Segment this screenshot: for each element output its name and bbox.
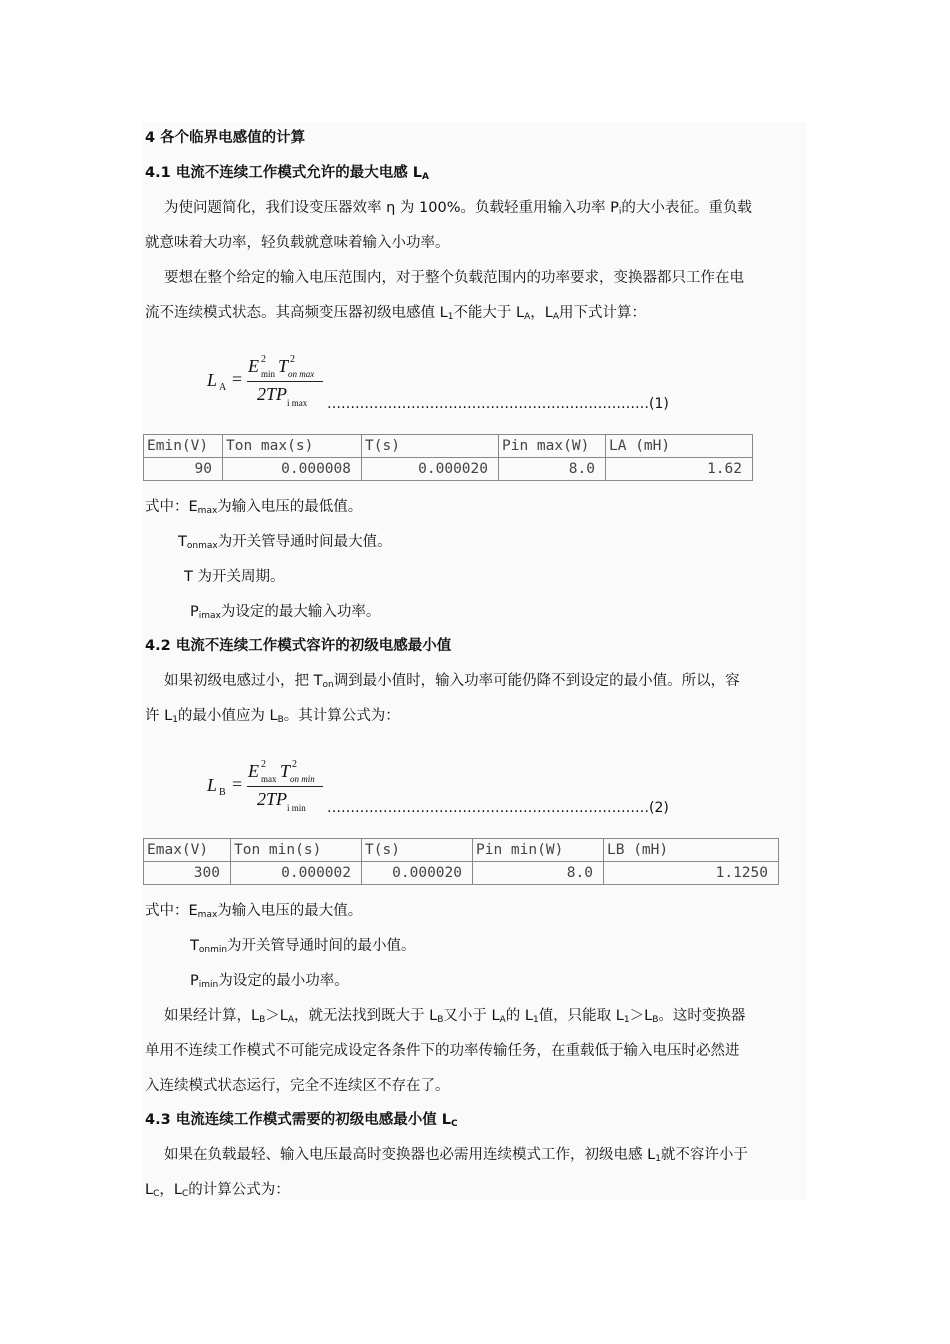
heading-4-1: 4.1 电流不连续工作模式允许的最大电感 $L_A$ [145,165,429,182]
paragraph-4-1-line3: 要想在整个给定的输入电压范围内，对于整个负载范围内的功率要求，变换器都只工作在电 [164,270,744,286]
table-header-row [144,435,753,458]
table-header-cell: T(s) [362,839,473,862]
table-cell: 0.000002 [231,862,362,885]
table-row [144,862,779,885]
table-header-cell: Ton min(s) [231,839,362,862]
table-cell: 1.1250 [604,862,779,885]
where-emax-line-2: 式中：$E_{max}$为输入电压的最大值。 [145,903,363,920]
where-pimax-line: $P_{imax}$为设定的最大输入功率。 [190,604,381,621]
conclusion-line3: 入连续模式状态运行，完全不连续区不存在了。 [145,1078,450,1094]
paragraph-4-3-line2: $L_C$，$L_C$的计算公式为： [145,1182,290,1199]
table-header-cell: T(s) [362,435,499,458]
formula-la: L A = E 2 min T 2 on max 2TP i max [205,352,335,412]
table-lb [143,838,779,885]
table-header-cell: LB (mH) [604,839,779,862]
section-title: 4 各个临界电感值的计算 [145,130,306,146]
table-header-row [144,839,779,862]
table-la [143,434,753,481]
table-header-cell: LA (mH) [606,435,753,458]
conclusion-line1: 如果经计算，$L_B>L_A$，就无法找到既大于 $L_B$又小于 $L_A$的 $L_1$值，只能取 $L_1>L_B$。这时变换器 [164,1008,746,1025]
table-cell: 1.62 [606,458,753,481]
table-cell: 0.000008 [223,458,362,481]
equation-number-1: ……………………………………………………………(1) [327,396,669,412]
table-header-cell: Emax(V) [144,839,231,862]
where-ton-line: $T_{onmax}$为开关管导通时间最大值。 [178,534,392,551]
table-row [144,458,753,481]
table-cell: 8.0 [499,458,606,481]
formula-lb: L B = E 2 max T 2 on min 2TP i min [205,757,335,817]
paragraph-4-2-line2: 许 $L_1$的最小值应为 $L_B$。其计算公式为： [145,708,400,725]
where-pimin-line: $P_{imin}$为设定的最小功率。 [190,973,349,990]
paragraph-4-1-line1: 为使问题简化，我们设变压器效率 η 为 100%。负载轻重用输入功率 $P_i$的大小表征。重负载 [164,200,752,217]
paragraph-4-2-line1: 如果初级电感过小，把 $T_{on}$调到最小值时，输入功率可能仍降不到设定的最小值。所以，容 [164,673,740,690]
table-cell: 0.000020 [362,862,473,885]
equation-number-2: ……………………………………………………………(2) [327,800,669,816]
heading-4-2: 4.2 电流不连续工作模式容许的初级电感最小值 [145,638,452,654]
table-header-cell: Ton max(s) [223,435,362,458]
where-tonmin-line: $T_{onmin}$为开关管导通时间的最小值。 [190,938,416,955]
table-cell: 0.000020 [362,458,499,481]
paragraph-4-1-line4: 流不连续模式状态。其高频变压器初级电感值 $L_1$不能大于 $L_A$，$L_A$用下式计算： [145,305,647,322]
table-header-cell: Pin max(W) [499,435,606,458]
paragraph-4-3-line1: 如果在负载最轻、输入电压最高时变换器也必需用连续模式工作，初级电感 $L_1$就不容许小于 [164,1147,748,1164]
table-cell: 300 [144,862,231,885]
table-header-cell: Emin(V) [144,435,223,458]
paragraph-4-1-line2: 就意味着大功率，轻负载就意味着输入小功率。 [145,235,450,251]
where-period-line: T 为开关周期。 [184,569,285,585]
table-header-cell: Pin min(W) [473,839,604,862]
heading-4-3: 4.3 电流连续工作模式需要的初级电感最小值 $L_C$ [145,1112,458,1129]
where-emax-line: 式中：$E_{max}$为输入电压的最低值。 [145,499,363,516]
conclusion-line2: 单用不连续工作模式不可能完成设定各条件下的功率传输任务，在重载低于输入电压时必然进 [145,1043,740,1059]
table-cell: 90 [144,458,223,481]
table-cell: 8.0 [473,862,604,885]
